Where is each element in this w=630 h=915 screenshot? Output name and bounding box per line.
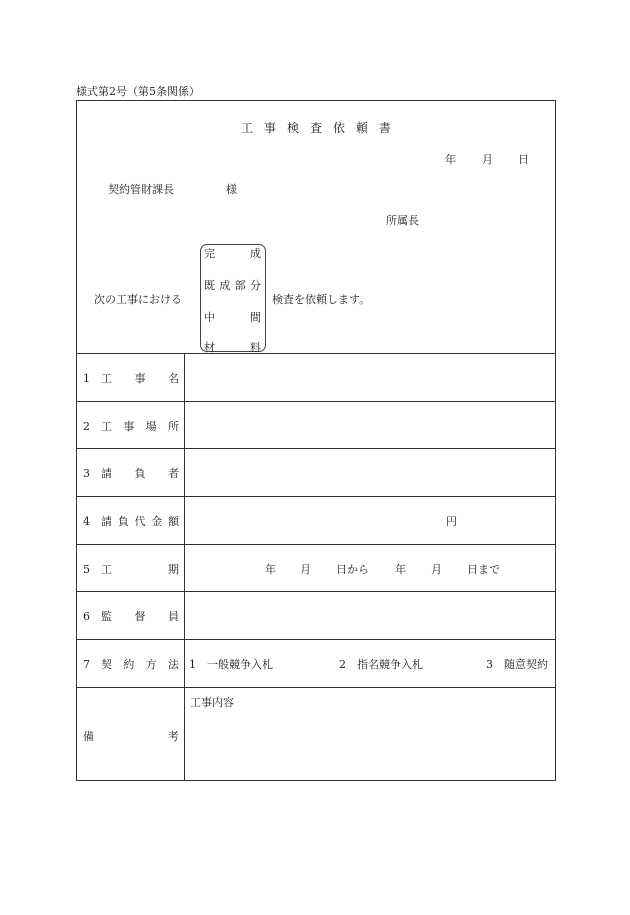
honorific: 様 [226,183,237,196]
row-label-text [83,728,179,744]
char: 契 [101,658,112,671]
period-month-end: 月 [431,563,442,576]
char: 約 [123,658,135,671]
form-number: 様式第2号（第5条関係） [76,85,200,98]
row-label-work-period [83,561,179,577]
char: 事 [263,121,276,135]
row-number: 5 [83,562,90,576]
char: 者 [168,467,179,480]
row-label-text [101,656,179,672]
char: 材 [204,341,215,354]
row-number: 4 [83,514,90,528]
row-label-text [101,608,179,624]
char: 督 [134,610,146,623]
char: 金 [151,515,163,528]
option-partial [204,277,261,293]
addressee: 契約管財課長 [108,183,174,196]
row-label-text [101,561,179,577]
inspection-request-form [76,100,556,781]
char: 頼 [355,121,368,135]
row-label-contract-method [83,656,179,672]
row-label-text [101,370,179,386]
period-year: 年 [265,563,276,576]
char: 完 [204,247,215,260]
char: 査 [309,121,322,135]
contract-method-designated[interactable]: 2 指名競争入札 [339,658,423,671]
row-label-work-location [83,418,179,434]
row-number: 6 [83,609,90,623]
char: 成 [219,279,231,292]
char: 所 [167,420,179,433]
contract-method-negotiated[interactable]: 3 随意契約 [486,658,548,671]
period-year-end: 年 [395,563,406,576]
char: 工 [101,563,112,576]
char: 方 [145,658,157,671]
contract-amount-yen: 円 [446,515,457,528]
char: 負 [134,467,146,480]
work-content-label: 工事内容 [190,696,234,709]
char: 備 [83,730,94,743]
row-number: 3 [83,466,90,480]
period-from: 日から [336,563,369,576]
row-label-supervisor [83,608,179,624]
char: 中 [204,311,215,324]
option-completion [204,245,261,261]
row-number: 2 [83,419,90,433]
char: 検 [286,121,299,135]
date-day: 日 [518,153,529,166]
char: 工 [101,420,112,433]
date-month: 月 [482,153,493,166]
char: 請 [101,515,112,528]
char: 負 [117,515,129,528]
row-label-text [101,418,179,434]
sender: 所属長 [386,214,419,227]
row-number: 7 [83,657,90,671]
char: 依 [332,121,345,135]
char: 名 [168,372,179,385]
row-label-contract-amount [83,513,179,529]
char: 料 [250,341,261,354]
row-label-work-name [83,370,179,386]
char: 場 [145,420,157,433]
char: 分 [249,279,261,292]
row-number: 1 [83,371,90,385]
char: 代 [134,515,146,528]
date-year: 年 [445,153,456,166]
char: 額 [168,515,179,528]
char: 事 [134,372,146,385]
period-month: 月 [300,563,311,576]
row-label-remarks [83,728,179,744]
char: 期 [168,563,179,576]
char: 事 [123,420,135,433]
row-label-text [101,513,179,529]
char: 監 [101,610,112,623]
row-label-contractor [83,465,179,481]
char: 考 [168,730,179,743]
char: 請 [101,467,112,480]
char: 既 [204,279,215,292]
char: 成 [250,247,261,260]
row-label-text [101,465,179,481]
period-until: 日まで [467,563,500,576]
char: 工 [101,372,112,385]
request-suffix: 検査を依頼します。 [272,293,371,306]
char: 工 [241,121,254,135]
char: 法 [167,658,179,671]
char: 部 [234,279,246,292]
char: 員 [168,610,179,623]
request-prefix: 次の工事における [94,293,182,306]
contract-method-general[interactable]: 1 一般競争入札 [189,658,273,671]
char: 書 [378,121,391,135]
form-title [241,119,391,136]
option-interim [204,309,261,325]
char: 間 [250,311,261,324]
